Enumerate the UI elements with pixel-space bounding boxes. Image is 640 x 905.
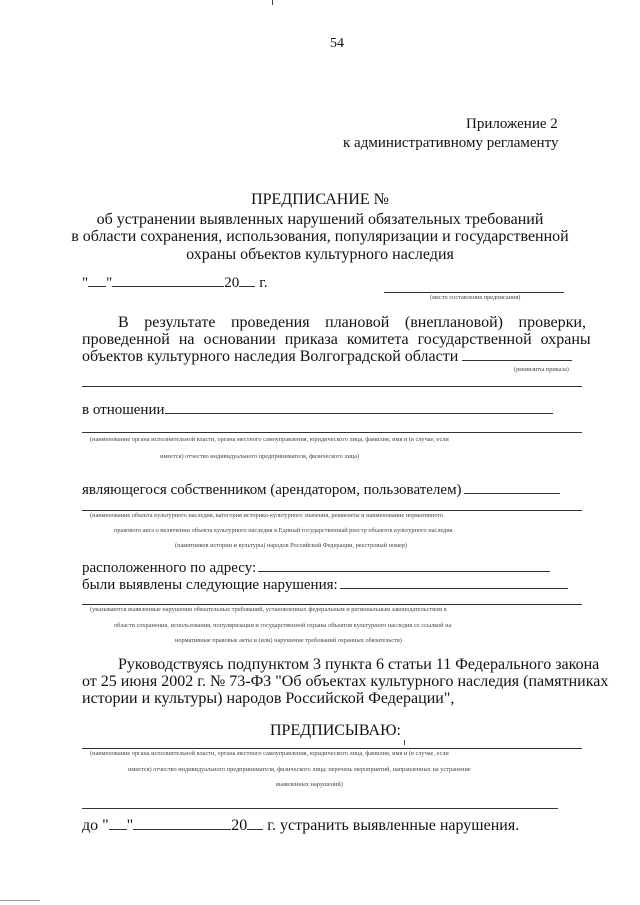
owner-row <box>82 481 560 499</box>
intro-word: проведения <box>230 314 310 331</box>
violations-caption-3: нормативные правовые акты и (или) нарушение требований охранных обязательств) <box>175 637 402 644</box>
prescribe-caption-2: имеется) отчество индивидуального предпринимателя, физического лица; перечень мероприятий, направленных на устранение <box>128 766 471 773</box>
violations-caption-1: (указываются выявленные нарушения обязательных требований, установленных федеральным и региональным законодательством в <box>90 606 447 613</box>
owner-caption-1: (наименование объекта культурного наследия, категория историко-культурного значения, реквизиты и наименование нормативного <box>90 512 444 519</box>
address-row <box>82 559 550 577</box>
regarding-row <box>82 401 553 419</box>
regarding-label: в отношении <box>82 402 165 418</box>
date-quote-open: " <box>82 275 89 291</box>
order-details-continuation[interactable] <box>82 386 582 387</box>
intro-word: (внеплановой) <box>404 314 503 331</box>
prescribe-caption-3: выявленных нарушений) <box>276 781 343 788</box>
date-line <box>82 274 267 292</box>
owner-caption-3: (памятников истории и культуры) народов Российской Федерации, реестровый номер) <box>175 542 407 549</box>
owner-field[interactable] <box>464 481 560 494</box>
date-quote-close: " <box>106 275 113 291</box>
legal-basis-line-2: от 25 июня 2002 г. № 73-ФЗ "Об объектах культурного наследия (памятниках <box>82 673 609 690</box>
intro-line-3 <box>82 348 572 366</box>
deadline-day-field[interactable] <box>109 817 127 830</box>
date-year-suffix: г. <box>259 275 268 291</box>
violations-label: были выявлены следующие нарушения: <box>82 577 338 593</box>
place-caption: (место составления предписания) <box>430 294 521 301</box>
violations-caption-2: области сохранения, использования, популяризации и государственной охраны объектов культурного наследия со ссылкой на <box>114 622 452 629</box>
regarding-field[interactable] <box>165 401 553 414</box>
owner-caption-2: правового акта о включении объекта культурного наследия в Единый государственный реестр объектов культурного наследия <box>114 527 453 534</box>
date-year-field[interactable] <box>239 274 255 287</box>
intro-word: результате <box>144 314 216 331</box>
deadline-quote-close: " <box>126 817 134 834</box>
intro-word: В <box>118 314 129 331</box>
address-label: расположенного по адресу: <box>82 560 257 576</box>
prescribe-caption-1: (наименование органа исполнительной власти, органа местного самоуправления, юридического лица, фамилия, имя и (в случае, если <box>90 750 449 757</box>
prescribe-field-continuation[interactable] <box>82 808 558 809</box>
deadline-year-field[interactable] <box>247 817 263 830</box>
violations-row <box>82 576 568 594</box>
violations-field-continuation[interactable] <box>82 604 582 605</box>
owner-field-continuation[interactable] <box>82 510 582 511</box>
title-subline-3: охраны объектов культурного наследия <box>186 246 454 263</box>
deadline-year-prefix: 20 <box>231 817 248 834</box>
date-year-prefix: 20 <box>224 275 240 291</box>
appendix-line-1: Приложение 2 <box>466 116 558 132</box>
prescribe-field[interactable] <box>82 748 582 749</box>
order-caption: (реквизиты приказа) <box>514 366 569 373</box>
scan-mark <box>272 0 273 5</box>
legal-basis-line-3: истории и культуры) народов Российской Федерации", <box>82 690 455 707</box>
deadline-row <box>82 817 519 835</box>
owner-label: являющегося собственником (арендатором, пользователем) <box>82 482 462 498</box>
page-number: 54 <box>330 36 344 51</box>
regarding-caption-1: (наименование органа исполнительной власти, органа местного самоуправления, юридического лица, фамилия, имя и (в случае, если <box>90 436 449 443</box>
regarding-caption-2: имеется) отчество индивидуального предпринимателя, физического лица) <box>160 453 360 460</box>
title-subline-2: в области сохранения, использования, популяризации и государственной <box>71 228 569 245</box>
scan-mark <box>404 740 405 745</box>
address-field[interactable] <box>258 559 550 572</box>
legal-basis-line-1: Руководствуясь подпунктом 3 пункта 6 статьи 11 Федерального закона <box>118 656 600 673</box>
date-day-field[interactable] <box>88 274 106 287</box>
deadline-text: г. устранить выявленные нарушения. <box>267 817 520 834</box>
appendix-line-2: к административному регламенту <box>343 135 559 151</box>
scan-mark <box>0 900 40 901</box>
violations-field[interactable] <box>340 576 568 589</box>
intro-line-2: проведенной на основании приказа комитета государственной охраны <box>82 331 591 348</box>
intro-line-1 <box>118 314 586 332</box>
regarding-field-continuation[interactable] <box>82 432 582 433</box>
deadline-month-field[interactable] <box>133 817 231 830</box>
deadline-prefix: до " <box>82 817 109 834</box>
intro-line-3-text: объектов культурного наследия Волгоградской области <box>82 348 459 365</box>
intro-word: плановой <box>325 314 390 331</box>
intro-word: проверки, <box>518 314 586 331</box>
date-month-field[interactable] <box>112 274 224 287</box>
title-subline-1: об устранении выявленных нарушений обязательных требований <box>96 211 544 228</box>
place-field[interactable] <box>384 292 564 293</box>
order-details-field[interactable] <box>462 348 572 361</box>
document-title: ПРЕДПИСАНИЕ № <box>251 191 389 208</box>
prescribe-heading: ПРЕДПИСЫВАЮ: <box>270 722 401 739</box>
